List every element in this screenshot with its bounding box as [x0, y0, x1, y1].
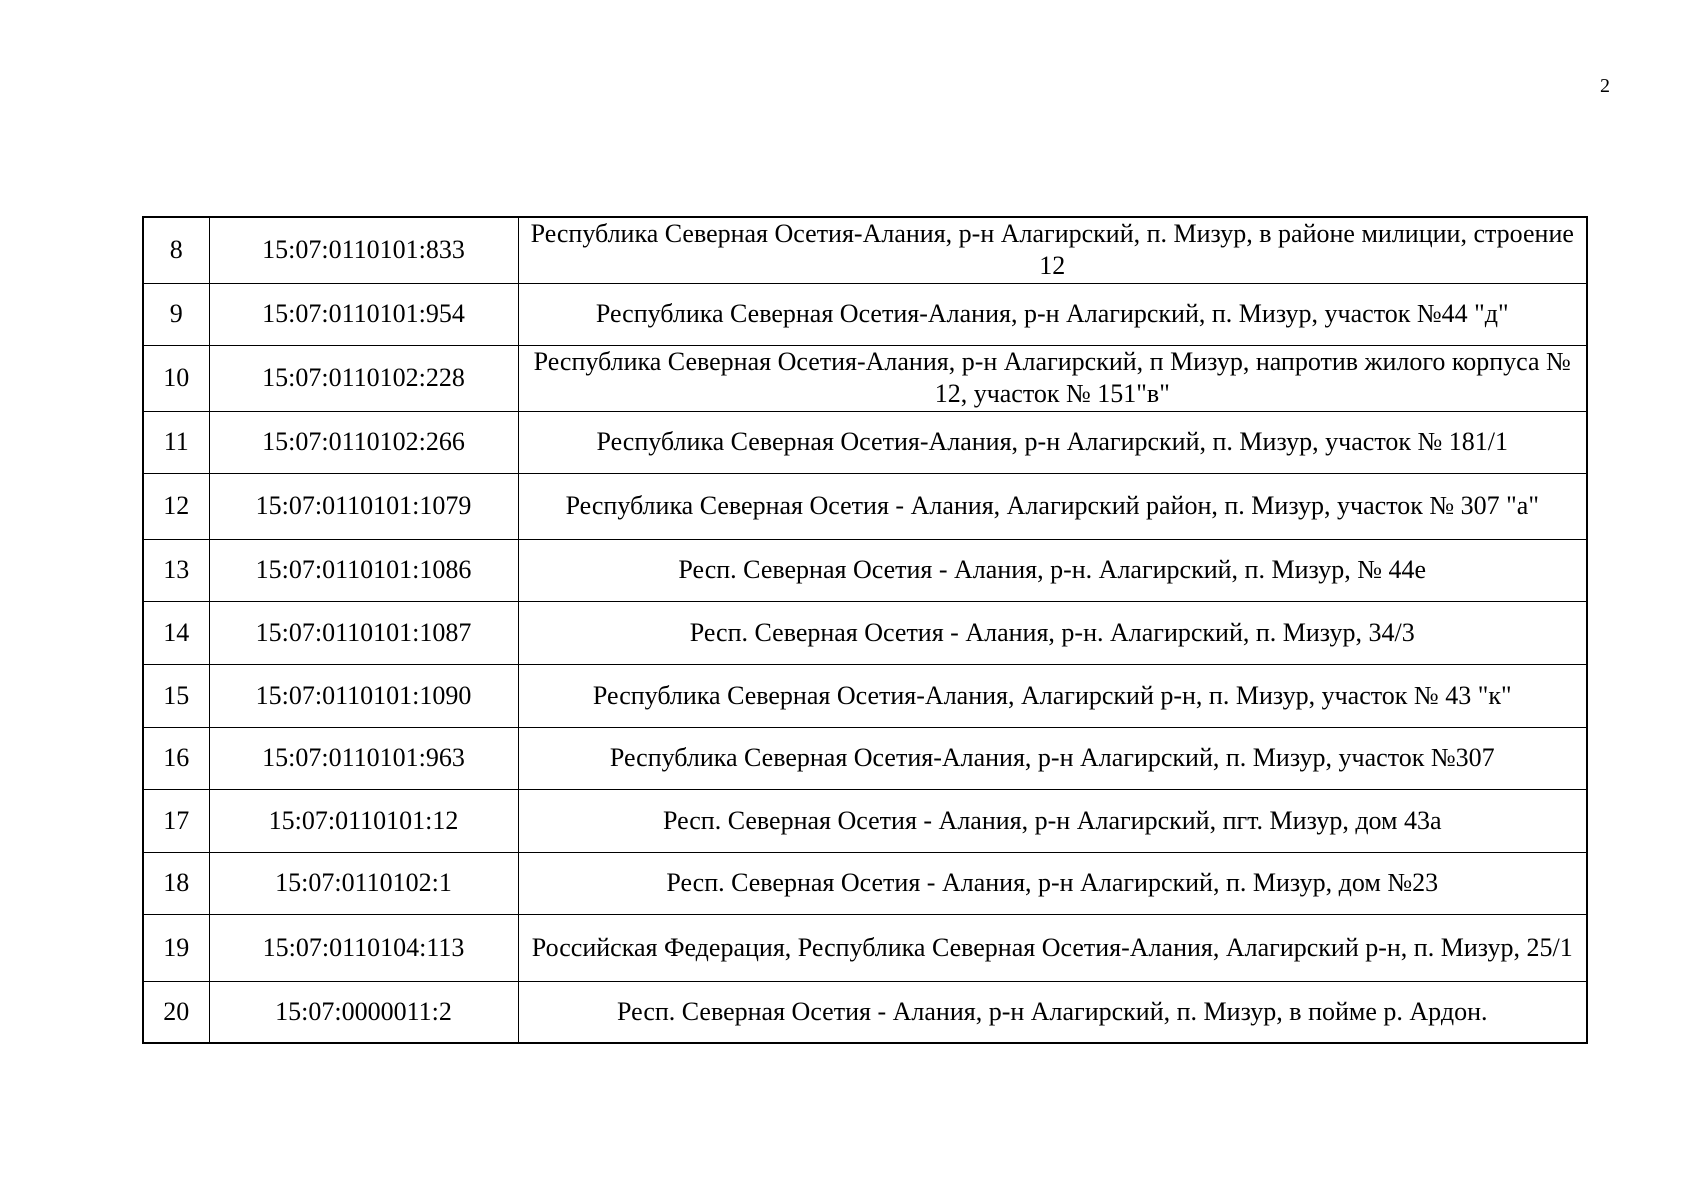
cadastral-number: 15:07:0110102:266	[209, 411, 518, 473]
row-number: 18	[143, 852, 209, 914]
table-row	[143, 914, 1587, 981]
cadastral-number: 15:07:0110101:1086	[209, 539, 518, 601]
land-plots-table	[142, 216, 1588, 1044]
row-number: 16	[143, 727, 209, 789]
address: Респ. Северная Осетия - Алания, р-н Алагирский, пгт. Мизур, дом 43а	[518, 789, 1587, 852]
row-number: 17	[143, 789, 209, 852]
row-number: 10	[143, 345, 209, 411]
table-row	[143, 283, 1587, 345]
address: Республика Северная Осетия-Алания, р-н Алагирский, п. Мизур, в районе милиции, строение 12	[518, 217, 1587, 283]
cadastral-number: 15:07:0110101:954	[209, 283, 518, 345]
address: Республика Северная Осетия-Алания, р-н Алагирский, п. Мизур, участок № 181/1	[518, 411, 1587, 473]
row-number: 19	[143, 914, 209, 981]
cadastral-number: 15:07:0110101:12	[209, 789, 518, 852]
cadastral-number: 15:07:0000011:2	[209, 981, 518, 1043]
row-number: 12	[143, 473, 209, 539]
row-number: 14	[143, 601, 209, 664]
row-number: 15	[143, 664, 209, 727]
table-row	[143, 852, 1587, 914]
table-row	[143, 411, 1587, 473]
cadastral-number: 15:07:0110101:963	[209, 727, 518, 789]
table-row	[143, 539, 1587, 601]
cadastral-number: 15:07:0110102:228	[209, 345, 518, 411]
table-row	[143, 789, 1587, 852]
address: Республика Северная Осетия-Алания, р-н Алагирский, п. Мизур, участок №307	[518, 727, 1587, 789]
cadastral-number: 15:07:0110101:1090	[209, 664, 518, 727]
address: Респ. Северная Осетия - Алания, р-н. Алагирский, п. Мизур, 34/3	[518, 601, 1587, 664]
table-row	[143, 217, 1587, 283]
table-row	[143, 601, 1587, 664]
cadastral-number: 15:07:0110102:1	[209, 852, 518, 914]
row-number: 9	[143, 283, 209, 345]
cadastral-number: 15:07:0110101:1087	[209, 601, 518, 664]
table-row	[143, 981, 1587, 1043]
address: Республика Северная Осетия-Алания, р-н Алагирский, п Мизур, напротив жилого корпуса № 12, участок № 151"в"	[518, 345, 1587, 411]
row-number: 11	[143, 411, 209, 473]
address: Российская Федерация, Республика Северная Осетия-Алания, Алагирский р-н, п. Мизур, 25/1	[518, 914, 1587, 981]
row-number: 13	[143, 539, 209, 601]
table-row	[143, 473, 1587, 539]
table-row	[143, 727, 1587, 789]
address: Респ. Северная Осетия - Алания, р-н Алагирский, п. Мизур, дом №23	[518, 852, 1587, 914]
address: Республика Северная Осетия - Алания, Алагирский район, п. Мизур, участок № 307 "а"	[518, 473, 1587, 539]
cadastral-number: 15:07:0110101:833	[209, 217, 518, 283]
page-number: 2	[1600, 75, 1610, 97]
table-row	[143, 664, 1587, 727]
row-number: 8	[143, 217, 209, 283]
cadastral-number: 15:07:0110101:1079	[209, 473, 518, 539]
table-row	[143, 345, 1587, 411]
address: Республика Северная Осетия-Алания, р-н Алагирский, п. Мизур, участок №44 "д"	[518, 283, 1587, 345]
address: Респ. Северная Осетия - Алания, р-н Алагирский, п. Мизур, в пойме р. Ардон.	[518, 981, 1587, 1043]
cadastral-number: 15:07:0110104:113	[209, 914, 518, 981]
address: Республика Северная Осетия-Алания, Алагирский р-н, п. Мизур, участок № 43 "к"	[518, 664, 1587, 727]
address: Респ. Северная Осетия - Алания, р-н. Алагирский, п. Мизур, № 44е	[518, 539, 1587, 601]
row-number: 20	[143, 981, 209, 1043]
